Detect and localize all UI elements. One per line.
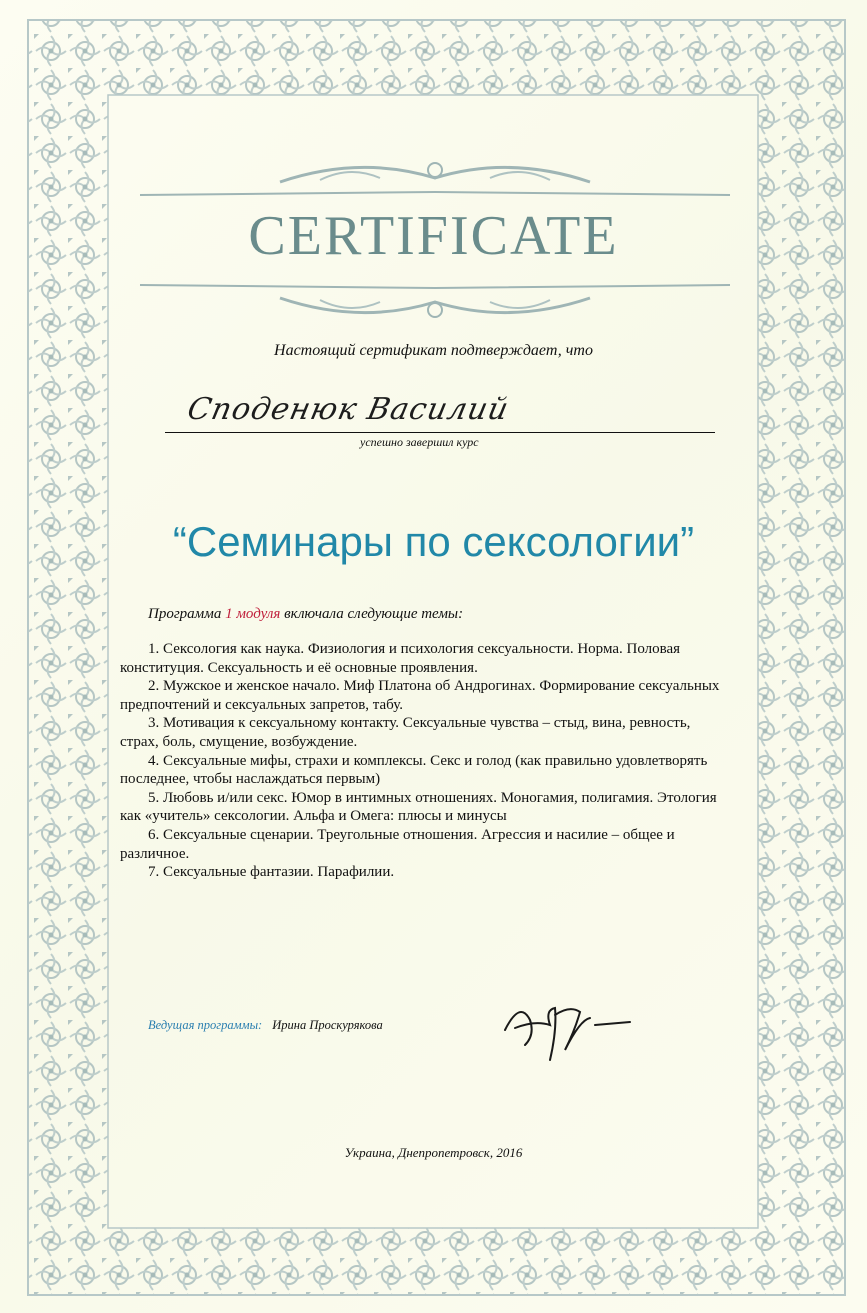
- lead-name: Ирина Проскурякова: [272, 1018, 383, 1032]
- recipient-name: Споденюк Василий: [184, 392, 513, 427]
- program-module: 1 модуля: [225, 606, 281, 622]
- program-intro: [148, 606, 463, 623]
- signature: [495, 990, 645, 1070]
- topic-item: 7. Сексуальные фантазии. Парафилии.: [148, 864, 395, 881]
- course-title: “Семинары по сексологии”: [172, 518, 695, 565]
- topic-item: 5. Любовь и/или секс. Юмор в интимных отношениях. Моногамия, полигамия. Этология как «учитель» сексологии. Альфа и Омега: плюсы и минусы: [120, 789, 717, 825]
- place-date: Украина, Днепропетровск, 2016: [344, 1145, 523, 1160]
- topic-item: 2. Мужское и женское начало. Миф Платона об Андрогинах. Формирование сексуальных предпочтений и сексуальных запретов, табу.: [120, 678, 720, 713]
- completed-text: успешно завершил курс: [360, 435, 479, 449]
- name-underline: [165, 432, 715, 433]
- program-intro-after: включала следующие темы:: [280, 606, 464, 622]
- topic-item: 4. Сексуальные мифы, страхи и комплексы. Секс и голод (как правильно удовлетворять последнее, чтобы наслаждаться первым): [120, 752, 708, 788]
- lead-label: Ведущая программы:: [148, 1018, 263, 1032]
- topic-item: 1. Сексология как наука. Физиология и психология сексуальности. Норма. Половая конституция. Сексуальность и её основные проявления.: [120, 641, 681, 676]
- certificate-title: CERTIFICATE: [248, 205, 619, 267]
- topic-item: 3. Мотивация к сексуальному контакту. Сексуальные чувства – стыд, вина, ревность, страх, боль, смущение, возбуждение.: [120, 715, 691, 750]
- topic-item: 6. Сексуальные сценарии. Треугольные отношения. Агрессия и насилие – общее и различное.: [120, 826, 675, 862]
- program-lead: [148, 1018, 383, 1033]
- topics-list: [120, 640, 720, 882]
- program-intro-before: Программа: [148, 606, 226, 622]
- confirm-text: Настоящий сертификат подтверждает, что: [274, 342, 593, 359]
